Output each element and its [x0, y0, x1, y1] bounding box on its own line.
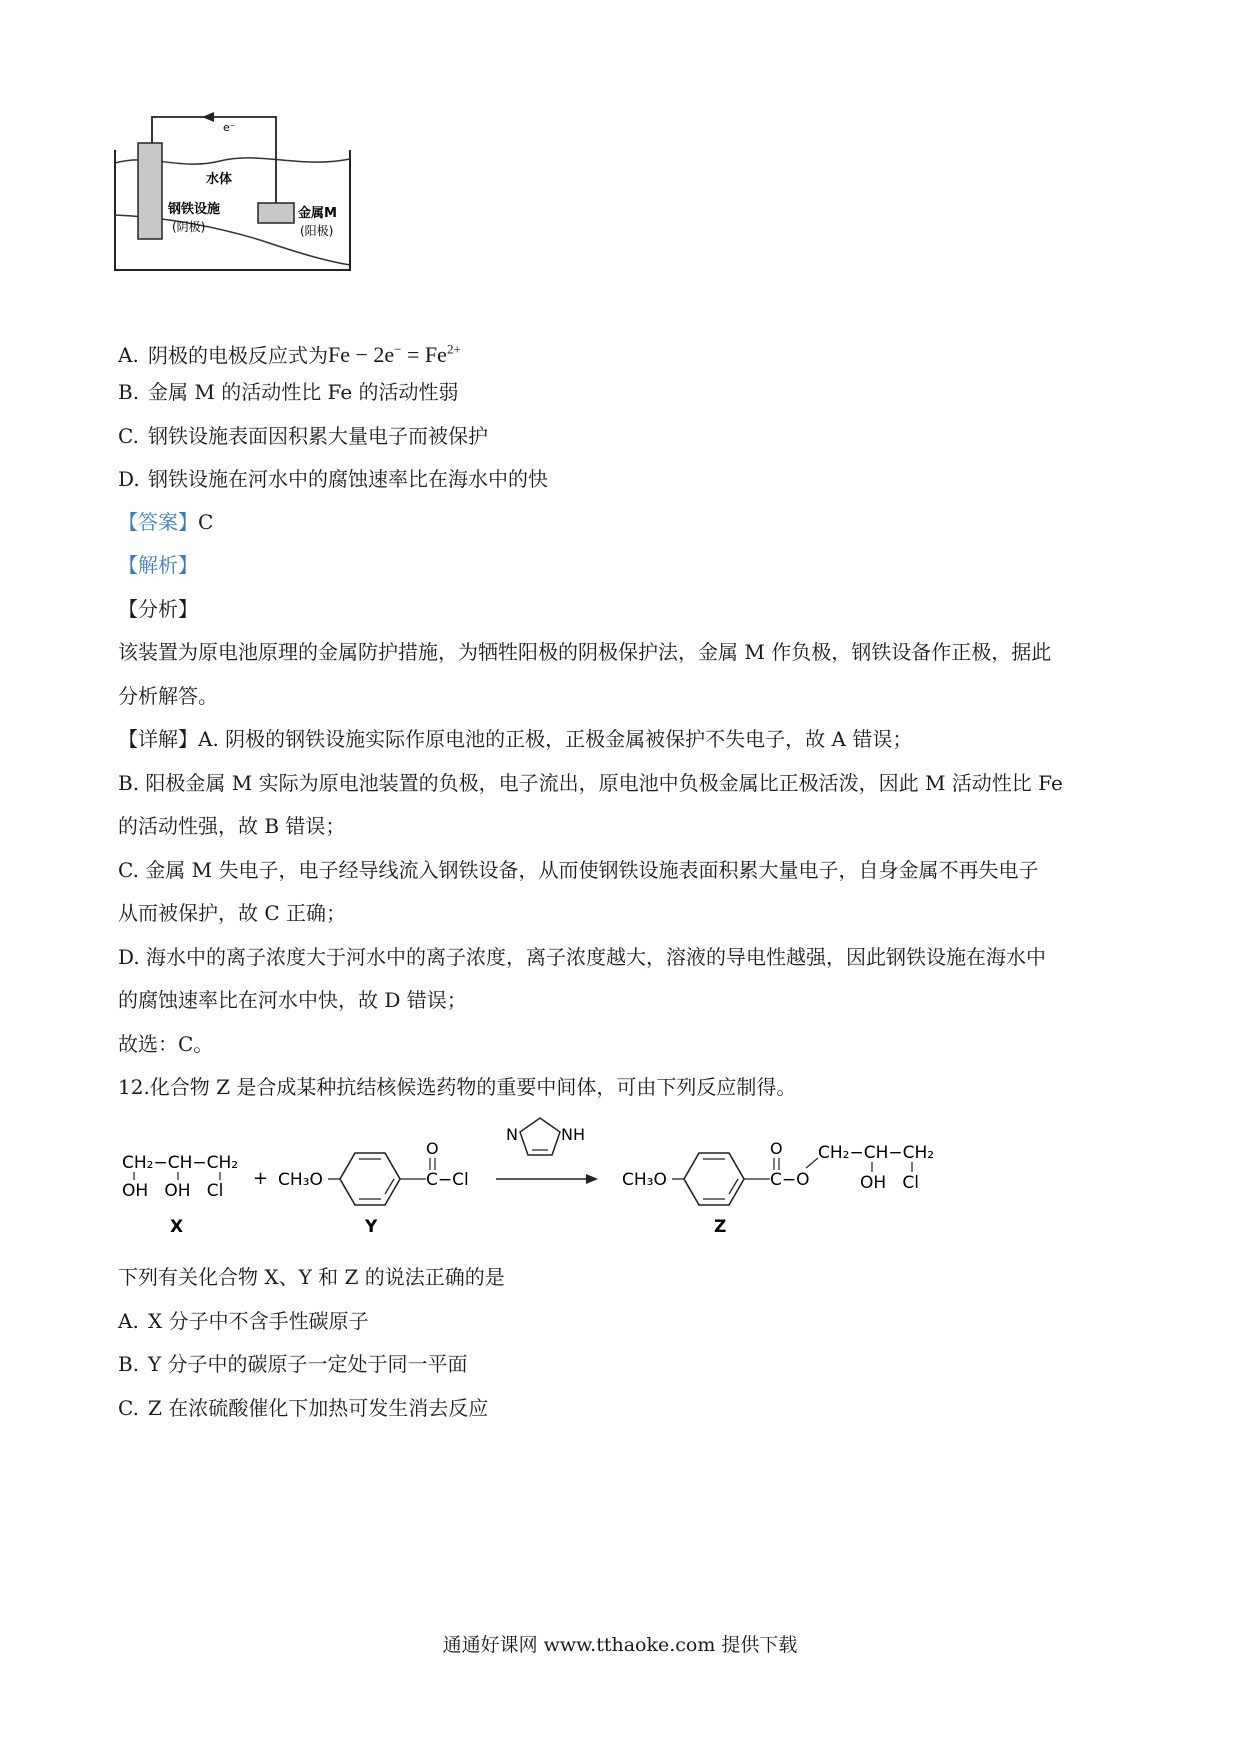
option-text: 钢铁设施在河水中的腐蚀速率比在海水中的快 [148, 467, 548, 491]
reaction-scheme [110, 1110, 1030, 1240]
option-letter: C. [118, 424, 139, 448]
z-backbone: CH₂−CH−CH₂ [818, 1143, 935, 1163]
detail-a: 【详解】A. 阴极的钢铁设施实际作原电池的正极，正极金属被保护不失电子，故 A 错误； [118, 727, 913, 751]
detail-d-1: D. 海水中的离子浓度大于河水中的离子浓度，离子浓度越大，溶液的导电性越强，因此钢铁设施在海水中 [118, 945, 1047, 969]
q12-option-c [118, 1394, 488, 1422]
option-text: X 分子中不含手性碳原子 [148, 1309, 369, 1333]
q12-option-b [118, 1350, 468, 1378]
analysis-text-1: 该装置为原电池原理的金属防护措施，为牺牲阳极的阴极保护法，金属 M 作负极，钢铁设备作正极，据此 [118, 640, 1052, 664]
answer-value: C [198, 510, 214, 534]
q12-question: 下列有关化合物 X、Y 和 Z 的说法正确的是 [118, 1265, 505, 1289]
y-acyl-chloride: C−Cl [426, 1170, 469, 1190]
option-text: 金属 M 的活动性比 Fe 的活动性弱 [148, 380, 459, 404]
option-text: 阴极的电极反应式为 [148, 343, 328, 368]
option-letter: A. [118, 1309, 139, 1333]
option-letter: B. [118, 1352, 140, 1376]
x-name: X [170, 1217, 184, 1237]
z-ester: C−O [770, 1170, 810, 1190]
z-carbonyl-oxygen: O [770, 1139, 783, 1158]
option-text: Z 在浓硫酸催化下加热可发生消去反应 [148, 1396, 489, 1420]
cathode-sub-label: (阴极) [172, 220, 206, 234]
detail-c-2: 从而被保护，故 C 正确； [118, 901, 347, 925]
catalyst-nh: NH [561, 1125, 585, 1144]
x-substituents: OH OH Cl [122, 1181, 224, 1201]
plus-sign: + [253, 1168, 269, 1189]
option-letter: D. [118, 467, 140, 491]
detail-b-2: 的活动性强，故 B 错误； [118, 814, 346, 838]
electrode-formula: $Fe - 2e^- = Fe^{2+}$ [328, 342, 461, 368]
fenxi-heading: 【分析】 [118, 597, 198, 621]
option-text: Y 分子中的碳原子一定处于同一平面 [148, 1352, 468, 1376]
detail-b-1: B. 阳极金属 M 实际为原电池装置的负极，电子流出，原电池中负极金属比正极活泼，因此 M 活动性比 Fe [118, 771, 1063, 795]
y-methoxy: CH₃O [278, 1170, 323, 1190]
answer-line [118, 508, 213, 536]
page-footer: 通通好课网 www.tthaoke.com 提供下载 [442, 1634, 798, 1656]
analysis-text-2: 分析解答。 [118, 684, 218, 708]
corrosion-diagram [110, 105, 360, 275]
anode-sub-label: (阳极) [300, 224, 334, 238]
option-text: 钢铁设施表面因积累大量电子而被保护 [148, 424, 488, 448]
y-name: Y [365, 1217, 378, 1237]
x-backbone: CH₂−CH−CH₂ [122, 1153, 239, 1173]
q11-option-b [118, 378, 459, 406]
option-letter: B. [118, 380, 140, 404]
anode-label: 金属M [298, 206, 337, 221]
water-label: 水体 [206, 172, 233, 187]
answer-bracket: 【答案】 [118, 510, 198, 534]
detail-d-2: 的腐蚀速率比在河水中快，故 D 错误； [118, 988, 467, 1012]
electron-label: e⁻ [223, 121, 236, 134]
option-letter: C. [118, 1396, 139, 1420]
conclusion: 故选：C。 [118, 1032, 214, 1056]
option-letter: A. [118, 343, 139, 368]
q11-option-d [118, 465, 548, 493]
detail-c-1: C. 金属 M 失电子，电子经导线流入钢铁设备，从而使钢铁设施表面积累大量电子，自身金属不再失电子 [118, 858, 1039, 882]
y-carbonyl-oxygen: O [426, 1139, 439, 1158]
z-substituents: OH Cl [860, 1173, 919, 1193]
q11-option-a [118, 336, 461, 369]
analysis-bracket: 【解析】 [118, 553, 198, 577]
q11-option-c [118, 422, 488, 450]
cathode-label: 钢铁设施 [168, 202, 221, 217]
catalyst-n: N [506, 1125, 518, 1144]
q12-option-a [118, 1307, 369, 1335]
q12-stem: 12.化合物 Z 是合成某种抗结核候选药物的重要中间体，可由下列反应制得。 [118, 1075, 797, 1099]
z-methoxy: CH₃O [622, 1170, 667, 1190]
z-name: Z [714, 1217, 727, 1237]
